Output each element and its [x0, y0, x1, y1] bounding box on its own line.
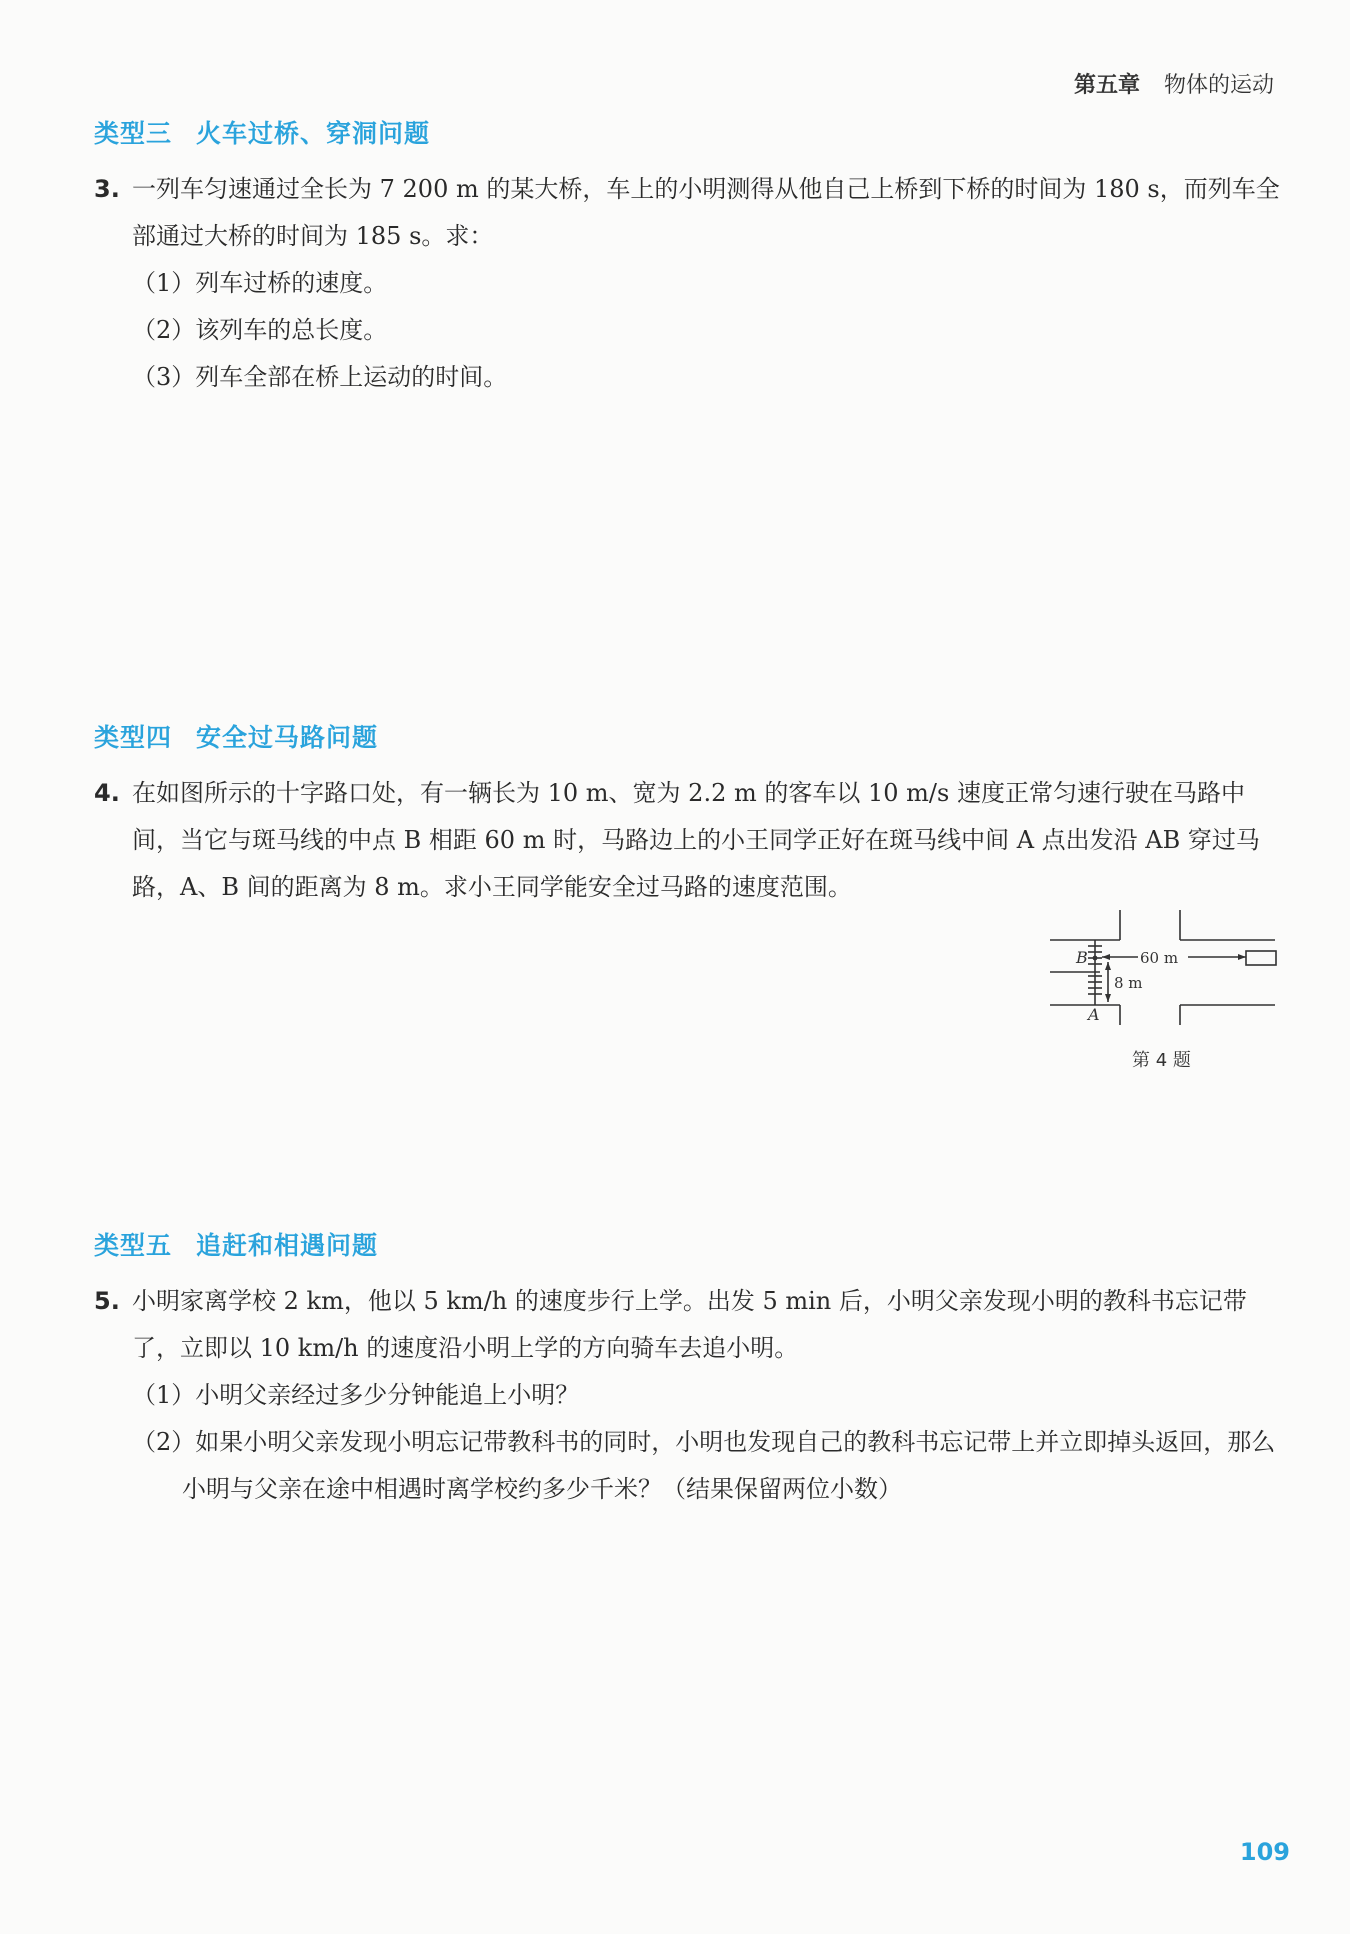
- section-label: 类型五: [94, 1231, 173, 1260]
- chapter-number: 第五章: [1073, 73, 1140, 98]
- figure-caption: 第 4 题: [1132, 1050, 1191, 1071]
- chapter-title: 物体的运动: [1163, 73, 1274, 98]
- running-header: [1074, 68, 1274, 99]
- problem-part: （1）列车过桥的速度。: [132, 269, 388, 297]
- section-name: 安全过马路问题: [196, 723, 379, 752]
- problem-part: （1）小明父亲经过多少分钟能追上小明？: [132, 1381, 580, 1409]
- problem-number: 4.: [94, 779, 120, 807]
- problem-text: 小明家离学校 2 km，他以 5 km/h 的速度步行上学。出发 5 min 后，小明父亲发现小明的教科书忘记带了，立即以 10 km/h 的速度沿小明上学的方向骑车去追小明。: [132, 1287, 1247, 1362]
- problem-text: 一列车匀速通过全长为 7 200 m 的某大桥，车上的小明测得从他自己上桥到下桥的时间为 180 s，而列车全部通过大桥的时间为 185 s。求：: [132, 175, 1280, 250]
- problem-5: [94, 1278, 1280, 1513]
- section-label: 类型四: [94, 723, 173, 752]
- page-number: 109: [1239, 1838, 1290, 1866]
- problem-number: 3.: [94, 175, 120, 203]
- section-title-type3: [94, 114, 430, 150]
- problem-number: 5.: [94, 1287, 120, 1315]
- problem-3: [94, 166, 1280, 401]
- label-b: B: [1076, 948, 1088, 967]
- label-a: A: [1088, 1005, 1100, 1024]
- section-title-type4: [94, 718, 378, 754]
- label-8m: 8 m: [1114, 974, 1143, 992]
- problem-part: （2）该列车的总长度。: [132, 316, 388, 344]
- problem-part: （2）如果小明父亲发现小明忘记带教科书的同时，小明也发现自己的教科书忘记带上并立即掉头返回，那么小明与父亲在途中相遇时离学校约多少千米？（结果保留两位小数）: [132, 1428, 1276, 1503]
- label-60m: 60 m: [1140, 949, 1179, 967]
- problem-part: （3）列车全部在桥上运动的时间。: [132, 363, 508, 391]
- section-label: 类型三: [94, 119, 173, 148]
- section-name: 追赶和相遇问题: [196, 1231, 379, 1260]
- section-name: 火车过桥、穿洞问题: [196, 119, 431, 148]
- problem-4: [94, 770, 1280, 911]
- problem-text: 在如图所示的十字路口处，有一辆长为 10 m、宽为 2.2 m 的客车以 10 m/s 速度正常匀速行驶在马路中间，当它与斑马线的中点 B 相距 60 m 时，马路边上的小王同学正好在斑马线中间 A 点出发沿 AB 穿过马路，A、B 间的距离为 8 m。求小王同学能安全过马路的速度范围。: [132, 779, 1260, 901]
- section-title-type5: [94, 1226, 378, 1262]
